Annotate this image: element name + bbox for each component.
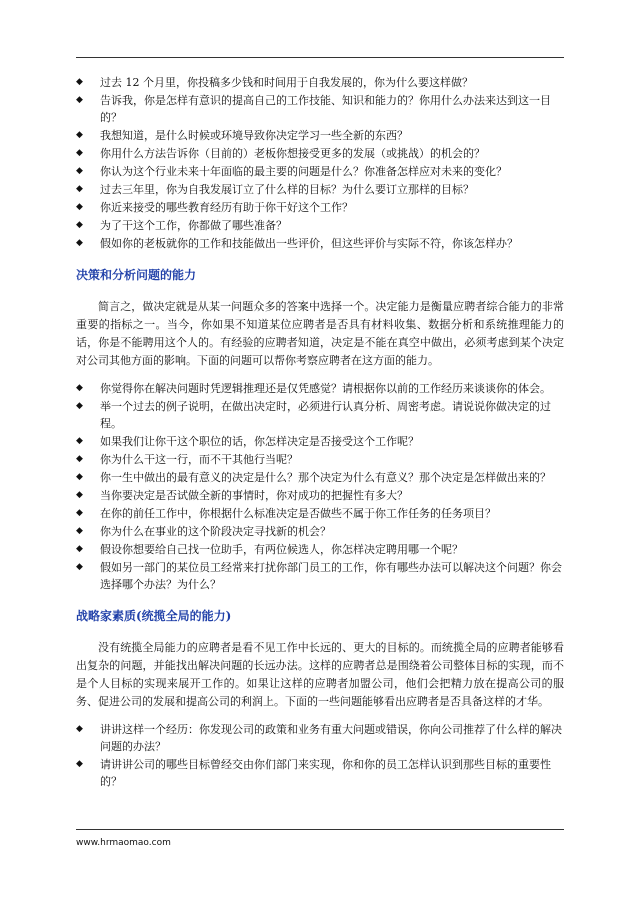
list-item-text: 你用什么方法告诉你（目前的）老板你想接受更多的发展（或挑战）的机会的？ — [100, 147, 485, 160]
strategy-question-list — [76, 721, 564, 790]
list-item-text: 你为什么干这一行，而不干其他行当呢？ — [100, 453, 298, 466]
diamond-bullet-icon: ◆ — [76, 759, 83, 769]
list-item-text: 我想知道，是什么时候或环境导致你决定学习一些全新的东西？ — [100, 129, 408, 142]
diamond-bullet-icon: ◆ — [76, 166, 83, 176]
list-item-text: 假如你的老板就你的工作和技能做出一些评价，但这些评价与实际不符，你该怎样办？ — [100, 237, 518, 250]
diamond-bullet-icon: ◆ — [76, 220, 83, 230]
list-item-text: 假设你想要给自己找一位助手，有两位候选人，你怎样决定聘用哪一个呢？ — [100, 543, 463, 556]
list-item — [76, 145, 564, 162]
list-item — [76, 469, 564, 486]
list-item-text: 过去三年里，你为自我发展订立了什么样的目标？为什么要订立那样的目标？ — [100, 183, 474, 196]
list-item-text: 你一生中做出的最有意义的决定是什么？那个决定为什么有意义？那个决定是怎样做出来的？ — [100, 471, 551, 484]
diamond-bullet-icon: ◆ — [76, 526, 83, 536]
list-item — [76, 451, 564, 468]
list-item-text: 如果我们让你干这个职位的话，你怎样决定是否接受这个工作呢？ — [100, 435, 419, 448]
diamond-bullet-icon: ◆ — [76, 130, 83, 140]
list-item — [76, 235, 564, 252]
diamond-bullet-icon: ◆ — [76, 490, 83, 500]
section-heading-decision: 决策和分析问题的能力 — [76, 268, 197, 282]
list-item — [76, 505, 564, 522]
list-item-text: 你认为这个行业未来十年面临的最主要的问题是什么？你准备怎样应对未来的变化？ — [100, 165, 507, 178]
list-item — [76, 398, 564, 432]
diamond-bullet-icon: ◆ — [76, 724, 83, 734]
diamond-bullet-icon: ◆ — [76, 184, 83, 194]
diamond-bullet-icon: ◆ — [76, 472, 83, 482]
list-item-text: 你近来接受的哪些教育经历有助于你干好这个工作？ — [100, 201, 353, 214]
decision-question-list — [76, 380, 564, 593]
list-item-text: 请讲讲公司的哪些目标曾经交由你们部门来实现，你和你的员工怎样认识到那些目标的重要性的？ — [100, 758, 551, 788]
list-item — [76, 523, 564, 540]
diamond-bullet-icon: ◆ — [76, 77, 83, 87]
list-item-text: 在你的前任工作中，你根据什么标准决定是否做些不属于你工作任务的任务项目？ — [100, 507, 496, 520]
list-item — [76, 487, 564, 504]
diamond-bullet-icon: ◆ — [76, 383, 83, 393]
list-item — [76, 92, 564, 126]
list-item — [76, 127, 564, 144]
list-item — [76, 721, 564, 755]
diamond-bullet-icon: ◆ — [76, 508, 83, 518]
list-item — [76, 380, 564, 397]
list-item-text: 你觉得你在解决问题时凭逻辑推理还是仅凭感觉？请根据你以前的工作经历来谈谈你的体会。 — [100, 382, 551, 395]
diamond-bullet-icon: ◆ — [76, 454, 83, 464]
footer-rule — [76, 829, 564, 830]
list-item — [76, 199, 564, 216]
footer-url: www.hrmaomao.com — [76, 838, 171, 848]
diamond-bullet-icon: ◆ — [76, 148, 83, 158]
list-item — [76, 559, 564, 593]
section-heading-strategy: 战略家素质(统揽全局的能力) — [76, 609, 232, 623]
list-item — [76, 541, 564, 558]
list-item — [76, 217, 564, 234]
list-item — [76, 756, 564, 790]
diamond-bullet-icon: ◆ — [76, 202, 83, 212]
diamond-bullet-icon: ◆ — [76, 544, 83, 554]
list-item-text: 举一个过去的例子说明，在做出决定时，必须进行认真分析、周密考虑。请说说你做决定的过程。 — [100, 400, 551, 430]
list-item — [76, 163, 564, 180]
list-item — [76, 74, 564, 91]
diamond-bullet-icon: ◆ — [76, 95, 83, 105]
list-item-text: 你为什么在事业的这个阶段决定寻找新的机会？ — [100, 525, 331, 538]
list-item — [76, 433, 564, 450]
diamond-bullet-icon: ◆ — [76, 238, 83, 248]
list-item-text: 假如另一部门的某位员工经常来打扰你部门员工的工作，你有哪些办法可以解决这个问题？你会选择哪个办法？为什么？ — [100, 561, 562, 591]
list-item — [76, 181, 564, 198]
list-item-text: 讲讲这样一个经历：你发现公司的政策和业务有重大问题或错误，你向公司推荐了什么样的解决问题的办法？ — [100, 723, 562, 753]
list-item-text: 过去 12 个月里，你投稿多少钱和时间用于自我发展的，你为什么要这样做？ — [100, 76, 473, 89]
document-body — [76, 74, 564, 791]
diamond-bullet-icon: ◆ — [76, 562, 83, 572]
section-paragraph-decision: 简言之，做决定就是从某一问题众多的答案中选择一个。决定能力是衡量应聘者综合能力的非常重要的指标之一。当今，你如果不知道某位应聘者是否具有材料收集、数据分析和系统推理能力的话，你是不能聘用这个人的。有经验的应聘者知道，决定是不能在真空中做出，必须考虑到某个决定对公司其他方面的影响。下面的问题可以帮你考察应聘者在这方面的能力。 — [76, 300, 564, 367]
diamond-bullet-icon: ◆ — [76, 436, 83, 446]
list-item-text: 为了干这个工作，你都做了哪些准备？ — [100, 219, 287, 232]
list-item-text: 告诉我，你是怎样有意识的提高自己的工作技能、知识和能力的？你用什么办法来达到这一目的？ — [100, 94, 551, 124]
diamond-bullet-icon: ◆ — [76, 401, 83, 411]
top-question-list — [76, 74, 564, 252]
section-paragraph-strategy: 没有统揽全局能力的应聘者是看不见工作中长远的、更大的目标的。而统揽全局的应聘者能够看出复杂的问题，并能找出解决问题的长远办法。这样的应聘者总是围绕着公司整体目标的实现，而不是个人目标的实现来展开工作的。如果让这样的应聘者加盟公司，他们会把精力放在提高公司的服务、促进公司的发展和提高公司的利润上。下面的一些问题能够看出应聘者是否具备这样的才华。 — [76, 641, 564, 708]
header-rule — [76, 57, 564, 58]
list-item-text: 当你要决定是否试做全新的事情时，你对成功的把握性有多大？ — [100, 489, 408, 502]
